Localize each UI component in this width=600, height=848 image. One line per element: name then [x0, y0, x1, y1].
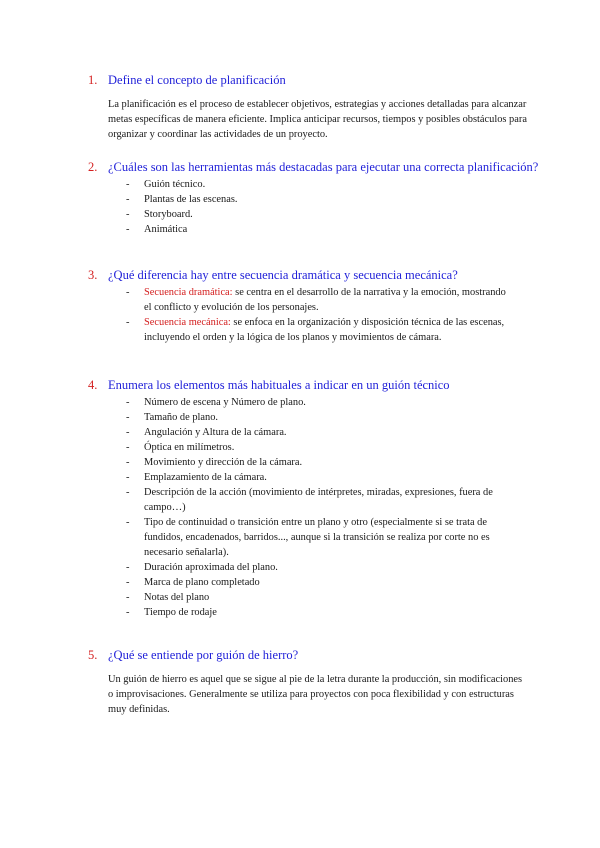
question-5-heading	[88, 647, 558, 663]
list-item: - Tipo de continuidad o transición entre un plano y otro (especialmente si se trata de fundidos, encadenados, barridos..., aunque si la transición se realiza por corte no es necesario señalarla).	[126, 517, 490, 558]
dash-bullet: -	[126, 577, 130, 588]
dash-bullet: -	[126, 412, 130, 423]
dash-bullet: -	[126, 592, 130, 603]
question-5-number: 5.	[88, 648, 98, 662]
question-4-heading	[88, 377, 558, 393]
question-1-heading	[88, 72, 558, 88]
dash-bullet: -	[126, 224, 130, 235]
question-1-number: 1.	[88, 73, 98, 87]
dash-bullet: -	[126, 472, 130, 483]
list-item: - Emplazamiento de la cámara.	[126, 472, 267, 483]
question-2-heading	[88, 159, 558, 175]
question-2-list	[88, 177, 558, 237]
question-4-title: Enumera los elementos más habituales a indicar en un guión técnico	[108, 378, 450, 392]
list-item: - Óptica en milímetros.	[126, 442, 235, 453]
list-item: - Animática	[126, 224, 188, 235]
list-item: - Angulación y Altura de la cámara.	[126, 427, 287, 438]
list-item: - Marca de plano completado	[126, 577, 260, 588]
list-item: - Secuencia dramática: se centra en el desarrollo de la narrativa y la emoción, mostrando el conflicto y evolución de los personajes.	[126, 287, 506, 313]
question-1-answer: La planificación es el proceso de establecer objetivos, estrategias y acciones detalladas para alcanzar metas específicas de manera eficiente. Implica anticipar recursos, tiempos y posibles obstáculos para organizar y coordinar las actividades de un proyecto.	[108, 99, 527, 140]
dash-bullet: -	[126, 487, 130, 498]
question-3-heading	[88, 267, 558, 283]
list-item: - Tiempo de rodaje	[126, 607, 217, 618]
question-2-title: ¿Cuáles son las herramientas más destacadas para ejecutar una correcta planificación?	[108, 160, 539, 174]
list-item: - Descripción de la acción (movimiento de intérpretes, miradas, expresiones, fuera de campo…)	[126, 487, 493, 513]
question-1-title: Define el concepto de planificación	[108, 73, 286, 87]
question-1	[88, 72, 558, 142]
question-3-list	[88, 285, 558, 345]
term-secuencia-mecanica: Secuencia mecánica:	[144, 317, 231, 328]
dash-bullet: -	[126, 397, 130, 408]
question-2	[88, 159, 558, 237]
dash-bullet: -	[126, 317, 130, 328]
dash-bullet: -	[126, 517, 130, 528]
dash-bullet: -	[126, 442, 130, 453]
question-3-number: 3.	[88, 268, 98, 282]
dash-bullet: -	[126, 427, 130, 438]
list-item: - Secuencia mecánica: se enfoca en la organización y disposición técnica de las escenas, incluyendo el orden y la lógica de los planos y movimientos de cámara.	[126, 317, 505, 343]
question-5-answer: Un guión de hierro es aquel que se sigue al pie de la letra durante la producción, sin modificaciones o improvisaciones. Generalmente se utiliza para proyectos con poca flexibilidad y con estructuras muy definidas.	[108, 674, 523, 715]
question-4-number: 4.	[88, 378, 98, 392]
question-3	[88, 267, 558, 345]
list-item: - Guión técnico.	[126, 179, 206, 190]
question-5-title: ¿Qué se entiende por guión de hierro?	[108, 648, 299, 662]
list-item: - Plantas de las escenas.	[126, 194, 238, 205]
term-secuencia-dramatica: Secuencia dramática:	[144, 287, 233, 298]
question-4	[88, 377, 558, 620]
dash-bullet: -	[126, 179, 130, 190]
dash-bullet: -	[126, 287, 130, 298]
list-item: - Storyboard.	[126, 209, 193, 220]
dash-bullet: -	[126, 607, 130, 618]
list-item: - Número de escena y Número de plano.	[126, 397, 306, 408]
question-4-list	[88, 395, 558, 620]
dash-bullet: -	[126, 194, 130, 205]
dash-bullet: -	[126, 209, 130, 220]
dash-bullet: -	[126, 457, 130, 468]
dash-bullet: -	[126, 562, 130, 573]
list-item: - Duración aproximada del plano.	[126, 562, 278, 573]
list-item: - Movimiento y dirección de la cámara.	[126, 457, 303, 468]
question-5	[88, 647, 558, 717]
list-item: - Tamaño de plano.	[126, 412, 219, 423]
question-2-number: 2.	[88, 160, 98, 174]
list-item: - Notas del plano	[126, 592, 210, 603]
question-3-title: ¿Qué diferencia hay entre secuencia dramática y secuencia mecánica?	[108, 268, 458, 282]
